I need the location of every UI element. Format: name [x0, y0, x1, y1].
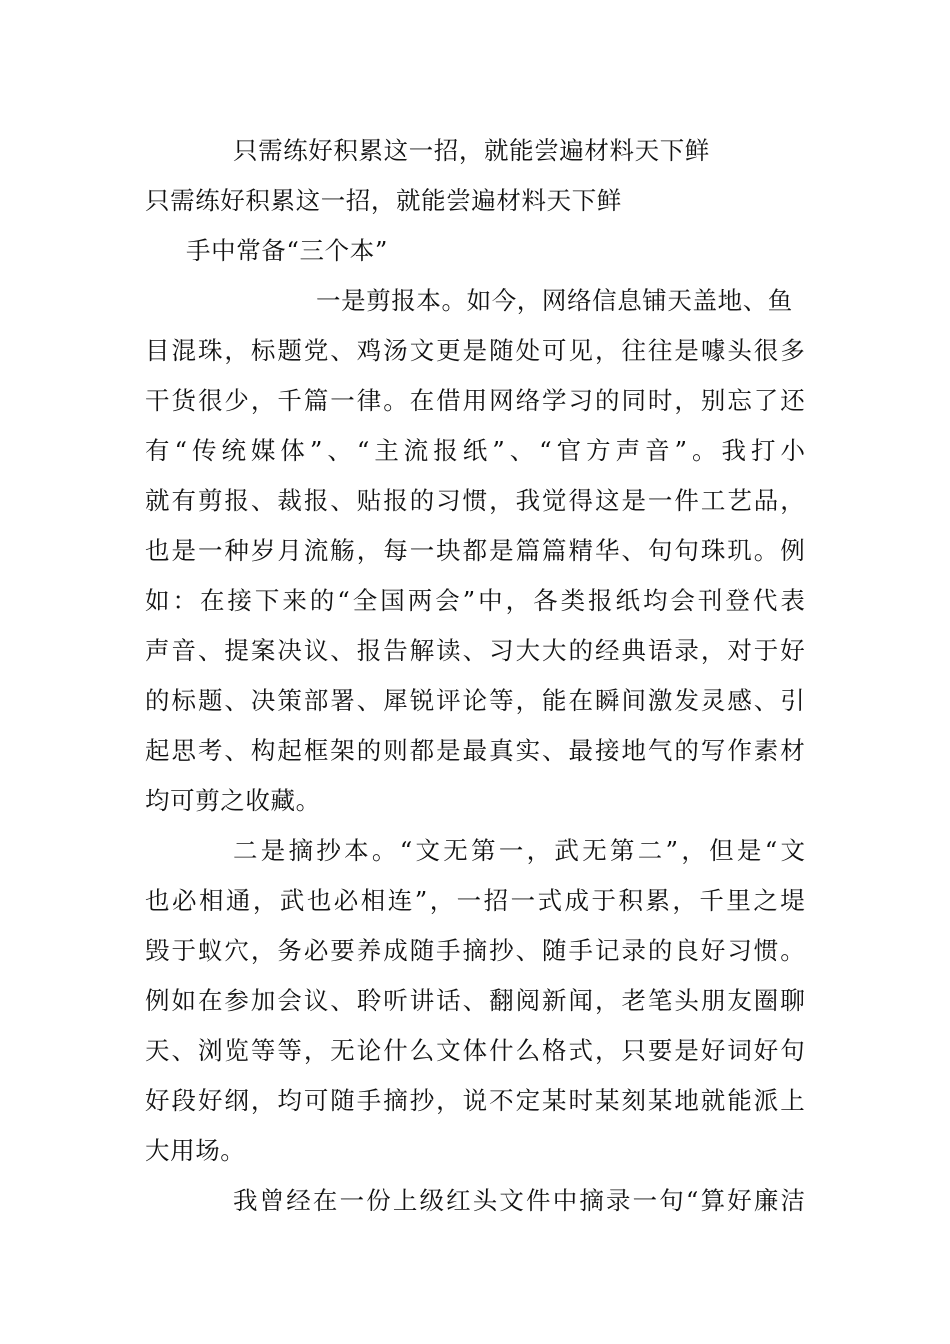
section-heading: 手中常备“三个本”	[186, 236, 388, 265]
paragraph-1-line-2: 目 混 珠 ， 标 题 党 、 鸡 汤 文 更 是 随 处 可 见 ， 往 往 是 噱 头 很 多	[145, 336, 805, 365]
paragraph-1-line-5: 就 有 剪 报 、 裁 报 、 贴 报 的 习 惯 ， 我 觉 得 这 是 一 件 工 艺 品 ，	[145, 486, 805, 515]
paragraph-1-line-4: 有 “ 传 统 媒 体 ” 、 “ 主 流 报 纸 ” 、 “ 官 方 声 音 ” 。 我 打 小	[145, 436, 805, 465]
document-title: 只需练好积累这一招，就能尝遍材料天下鲜	[233, 136, 710, 165]
paragraph-1-line-6: 也 是 一 种 岁 月 流 觞 ， 每 一 块 都 是 篇 篇 精 华 、 句 句 珠 玑 。 例	[145, 536, 805, 565]
paragraph-1-line-8: 声 音 、 提 案 决 议 、 报 告 解 读 、 习 大 大 的 经 典 语 录 ， 对 于 好	[145, 636, 805, 665]
paragraph-2-line-6: 好 段 好 纲 ， 均 可 随 手 摘 抄 ， 说 不 定 某 时 某 刻 某 地 就 能 派 上	[145, 1086, 805, 1115]
paragraph-1-line-3: 干 货 很 少 ， 千 篇 一 律 。 在 借 用 网 络 学 习 的 同 时 ， 别 忘 了 还	[145, 386, 805, 415]
paragraph-3-line-1: 我 曾 经 在 一 份 上 级 红 头 文 件 中 摘 录 一 句 “ 算 好 廉 洁	[233, 1186, 805, 1215]
paragraph-1-line-9: 的 标 题 、 决 策 部 署 、 犀 锐 评 论 等 ， 能 在 瞬 间 激 发 灵 感 、 引	[145, 686, 805, 715]
paragraph-1-line-10: 起 思 考 、 构 起 框 架 的 则 都 是 最 真 实 、 最 接 地 气 的 写 作 素 材	[145, 736, 805, 765]
document-title-repeat: 只需练好积累这一招，就能尝遍材料天下鲜	[145, 186, 622, 215]
paragraph-2-line-7: 大用场。	[145, 1136, 246, 1165]
paragraph-2-line-1: 二 是 摘 抄 本 。 “ 文 无 第 一 ， 武 无 第 二 ” ， 但 是 “ 文	[233, 836, 805, 865]
paragraph-1-line-7: 如 ： 在 接 下 来 的 “ 全 国 两 会 ” 中 ， 各 类 报 纸 均 会 刊 登 代 表	[145, 586, 805, 615]
paragraph-2-line-4: 例 如 在 参 加 会 议 、 聆 听 讲 话 、 翻 阅 新 闻 ， 老 笔 头 朋 友 圈 聊	[145, 986, 805, 1015]
paragraph-1-line-11: 均可剪之收藏。	[145, 786, 321, 815]
paragraph-2-line-3: 毁 于 蚁 穴 ， 务 必 要 养 成 随 手 摘 抄 、 随 手 记 录 的 良 好 习 惯 。	[145, 936, 805, 965]
paragraph-2-line-5: 天 、 浏 览 等 等 ， 无 论 什 么 文 体 什 么 格 式 ， 只 要 是 好 词 好 句	[145, 1036, 805, 1065]
paragraph-2-line-2: 也 必 相 通 ， 武 也 必 相 连 ” ， 一 招 一 式 成 于 积 累 ， 千 里 之 堤	[145, 886, 805, 915]
paragraph-1-line-1: 一是剪报本。如今，网络信息铺天盖地、鱼	[316, 286, 793, 315]
